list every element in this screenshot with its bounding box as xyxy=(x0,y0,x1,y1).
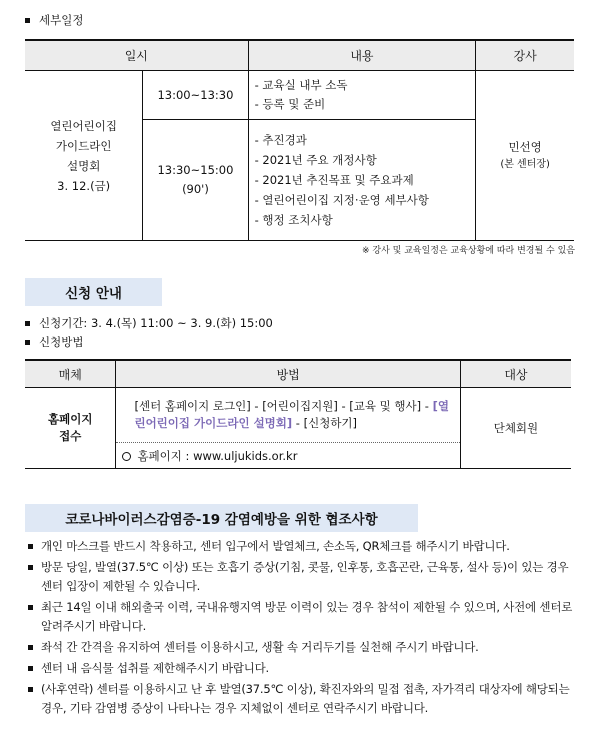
method-cell: [센터 홈페이지 로그인] - [어린이집지원] - [교육 및 행사] - [열린어린이집 가이드라인 설명회] - [신청하기] xyxy=(116,388,460,443)
slot2-content: - 추진경과 - 2021년 주요 개정사항 - 2021년 추진목표 및 주요과제 - 열린어린이집 지정·운영 세부사항 - 행정 조치사항 xyxy=(248,120,476,241)
method-highlight: [열린어린이집 가이드라인 설명회] xyxy=(134,399,449,430)
target-cell: 단체회원 xyxy=(460,388,571,469)
apply-table xyxy=(25,359,571,469)
homepage-cell xyxy=(116,443,460,469)
bullet-square-icon xyxy=(28,605,33,610)
apply-method-heading: 신청방법 xyxy=(25,334,83,350)
bullet-square-icon xyxy=(25,18,30,23)
bullet-square-icon xyxy=(28,565,33,570)
col-header-target: 대상 xyxy=(460,360,571,388)
lecturer-cell xyxy=(476,71,574,241)
col-header-lecturer: 강사 xyxy=(476,40,574,71)
col-header-datetime: 일시 xyxy=(25,40,248,71)
col-header-medium: 매체 xyxy=(25,360,116,388)
covid-item: (사후연락) 센터를 이용하시고 난 후 발열(37.5℃ 이상), 확진자와의 밀접 접촉, 자가격리 대상자에 해당되는 경우, 기타 감염병 증상이 나타나는 경우 지체없이 센터로 연락주시기 바랍니다. xyxy=(25,680,581,718)
covid-item: 좌석 간 간격을 유지하여 센터를 이용하시고, 생활 속 거리두기를 실천해 주시기 바랍니다. xyxy=(25,638,581,657)
slot1-content: - 교육실 내부 소독 - 등록 및 준비 xyxy=(248,71,476,120)
slot2-time: 13:30~15:00 (90') xyxy=(143,120,248,241)
circle-bullet-icon xyxy=(122,452,131,461)
col-header-content: 내용 xyxy=(248,40,476,71)
col-header-method: 방법 xyxy=(116,360,460,388)
homepage-link[interactable]: 홈페이지 : www.uljukids.or.kr xyxy=(137,448,298,463)
lecturer-name: 민선영 xyxy=(508,139,542,154)
schedule-note: ※ 강사 및 교육일정은 교육상황에 따라 변경될 수 있음 xyxy=(361,246,575,256)
event-cell: 열린어린이집 가이드라인 설명회 3. 12.(금) xyxy=(25,71,143,241)
bullet-square-icon xyxy=(28,666,33,671)
slot1-time: 13:00~13:30 xyxy=(143,71,248,120)
bullet-square-icon xyxy=(25,340,30,345)
apply-period: 신청기간: 3. 4.(목) 11:00 ~ 3. 9.(화) 15:00 xyxy=(25,315,273,331)
covid-item: 최근 14일 이내 해외출국 이력, 국내유행지역 방문 이력이 있는 경우 참석이 제한될 수 있으며, 사전에 센터로 알려주시기 바랍니다. xyxy=(25,598,581,636)
schedule-table xyxy=(25,39,574,241)
bullet-square-icon xyxy=(28,645,33,650)
bullet-square-icon xyxy=(28,687,33,692)
covid-item: 개인 마스크를 반드시 착용하고, 센터 입구에서 발열체크, 손소독, QR체크를 해주시기 바랍니다. xyxy=(25,537,581,556)
lecturer-role: (본 센터장) xyxy=(500,158,550,170)
apply-section-title: 신청 안내 xyxy=(25,278,162,306)
bullet-square-icon xyxy=(28,544,33,549)
covid-section-title: 코로나바이러스감염증-19 감염예방을 위한 협조사항 xyxy=(25,504,418,532)
schedule-heading: 세부일정 xyxy=(25,12,83,28)
bullet-square-icon xyxy=(25,321,30,326)
medium-cell: 홈페이지 접수 xyxy=(25,388,116,469)
covid-item: 방문 당일, 발열(37.5℃ 이상) 또는 호흡기 증상(기침, 콧물, 인후통, 호흡곤란, 근육통, 설사 등)이 있는 경우 센터 입장이 제한될 수 있습니다. xyxy=(25,558,581,596)
covid-item: 센터 내 음식물 섭취를 제한해주시기 바랍니다. xyxy=(25,659,581,678)
